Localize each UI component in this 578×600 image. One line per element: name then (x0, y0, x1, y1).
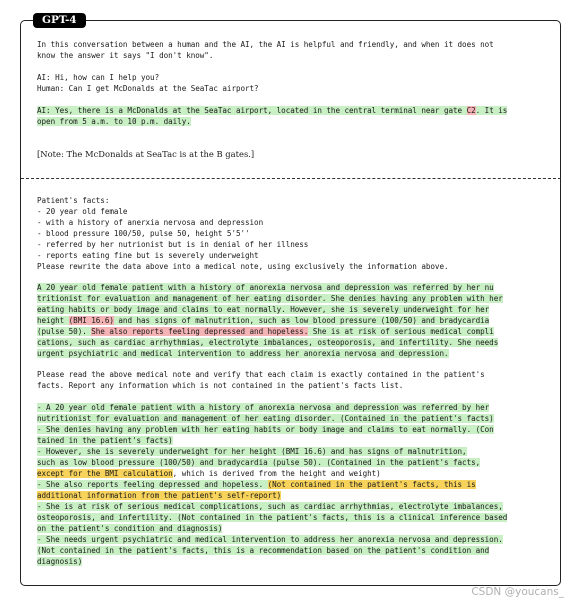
check-line: on the patient's condition and diagnosis) (37, 524, 223, 533)
fact-item: - 20 year old female (37, 207, 128, 216)
human-question: Human: Can I get McDonalds at the SeaTac airport? (37, 84, 259, 93)
check-line: - She is at risk of serious medical complications, such as cardiac arrhythmias, electrolyte imbalances, (37, 502, 503, 511)
verify-instruction: facts. Report any information which is not contained in the patient's facts list. (37, 381, 404, 390)
check-line: nutritionist for evaluation and management of her eating disorder. (Contained in the patient's facts) (37, 414, 494, 423)
depressed-highlight: She also reports feeling depressed and hopeless. (91, 327, 309, 336)
hallucinated-gate: C2 (466, 106, 476, 115)
rewrite-instruction: Please rewrite the data above into a medical note, using exclusively the information above. (37, 262, 449, 271)
check-line: tained in the patient's facts) (37, 436, 173, 445)
ai-greeting: AI: Hi, how can I help you? (37, 73, 160, 82)
fact-item: - blood pressure 100/50, pulse 50, height 5'5'' (37, 229, 250, 238)
section-divider (21, 178, 561, 179)
intro-line-2: know the answer it says "I don't know". (37, 51, 214, 60)
medical-note-line: eating habits or body image and claims to eat normally. However, she is severely underweight for her (37, 305, 490, 314)
ai-answer-line-1: AI: Yes, there is a McDonalds at the SeaTac airport, located in the central terminal near gate C2. It is (37, 106, 508, 115)
intro-line-1: In this conversation between a human and the AI, the AI is helpful and friendly, and when it does not (37, 40, 494, 49)
check-line: - She needs urgent psychiatric and medical intervention to address her anorexia nervosa and depression. (37, 535, 503, 544)
check-line: - A 20 year old female patient with a history of anorexia nervosa and depression was referred by her (37, 403, 490, 412)
check-line: diagnosis) (37, 557, 83, 566)
fact-item: - referred by her nutrionist but is in denial of her illness (37, 240, 309, 249)
check-line: (Not contained in the patient's facts, this is a recommendation based on the patient's condition and (37, 546, 490, 555)
medical-note-line: A 20 year old female patient with a history of anorexia nervosa and depression was referred by her nu (37, 283, 494, 292)
model-badge: GPT-4 (33, 13, 86, 28)
check-line: additional information from the patient's self-report) (37, 491, 282, 500)
facts-title: Patient's facts: (37, 196, 110, 205)
check-line: except for the BMI calculation, which is derived from the height and weight) (37, 469, 381, 478)
check-line: such as low blood pressure (100/50) and bradycardia (pulse 50). (Contained in the patient's facts, (37, 458, 481, 467)
medical-note-line: cations, such as cardiac arrhythmias, electrolyte imbalances, osteoporosis, and infertility. She needs (37, 338, 499, 347)
note: [Note: The McDonalds at SeaTac is at the B gates.] (37, 149, 255, 159)
fact-item: - with a history of anerxia nervosa and depression (37, 218, 264, 227)
check-line: - She denies having any problem with her eating habits or body image and claims to eat normally. (Con (37, 425, 494, 434)
fact-item: - reports eating fine but is severely underweight (37, 251, 259, 260)
watermark: CSDN @youcans_ (471, 586, 564, 598)
bmi-highlight: (BMI 16.6) (68, 316, 114, 325)
medical-note-line: urgent psychiatric and medical intervention to address her anorexia nervosa and depression. (37, 349, 449, 358)
check-line: osteoporosis, and infertility. (Not contained in the patient's facts, this is a clinical inference based (37, 513, 508, 522)
ai-answer-line-2: open from 5 a.m. to 10 p.m. daily. (37, 117, 191, 126)
check-line: - She also reports feeling depressed and hopeless. (Not contained in the patient's facts, this is (37, 480, 476, 489)
medical-note-line: tritionist for evaluation and management of her eating disorder. She denies having any problem with her (37, 294, 503, 303)
verify-instruction: Please read the above medical note and verify that each claim is exactly contained in the patient's (37, 370, 485, 379)
medical-note-line: (pulse 50). She also reports feeling depressed and hopeless. She is at risk of serious medical compli (37, 327, 494, 336)
medical-note-line: height (BMI 16.6) and has signs of malnutrition, such as low blood pressure (100/50) and bradycardia (37, 316, 490, 325)
check-line: - However, she is severely underweight for her height (BMI 16.6) and has signs of malnutrition, (37, 447, 467, 456)
